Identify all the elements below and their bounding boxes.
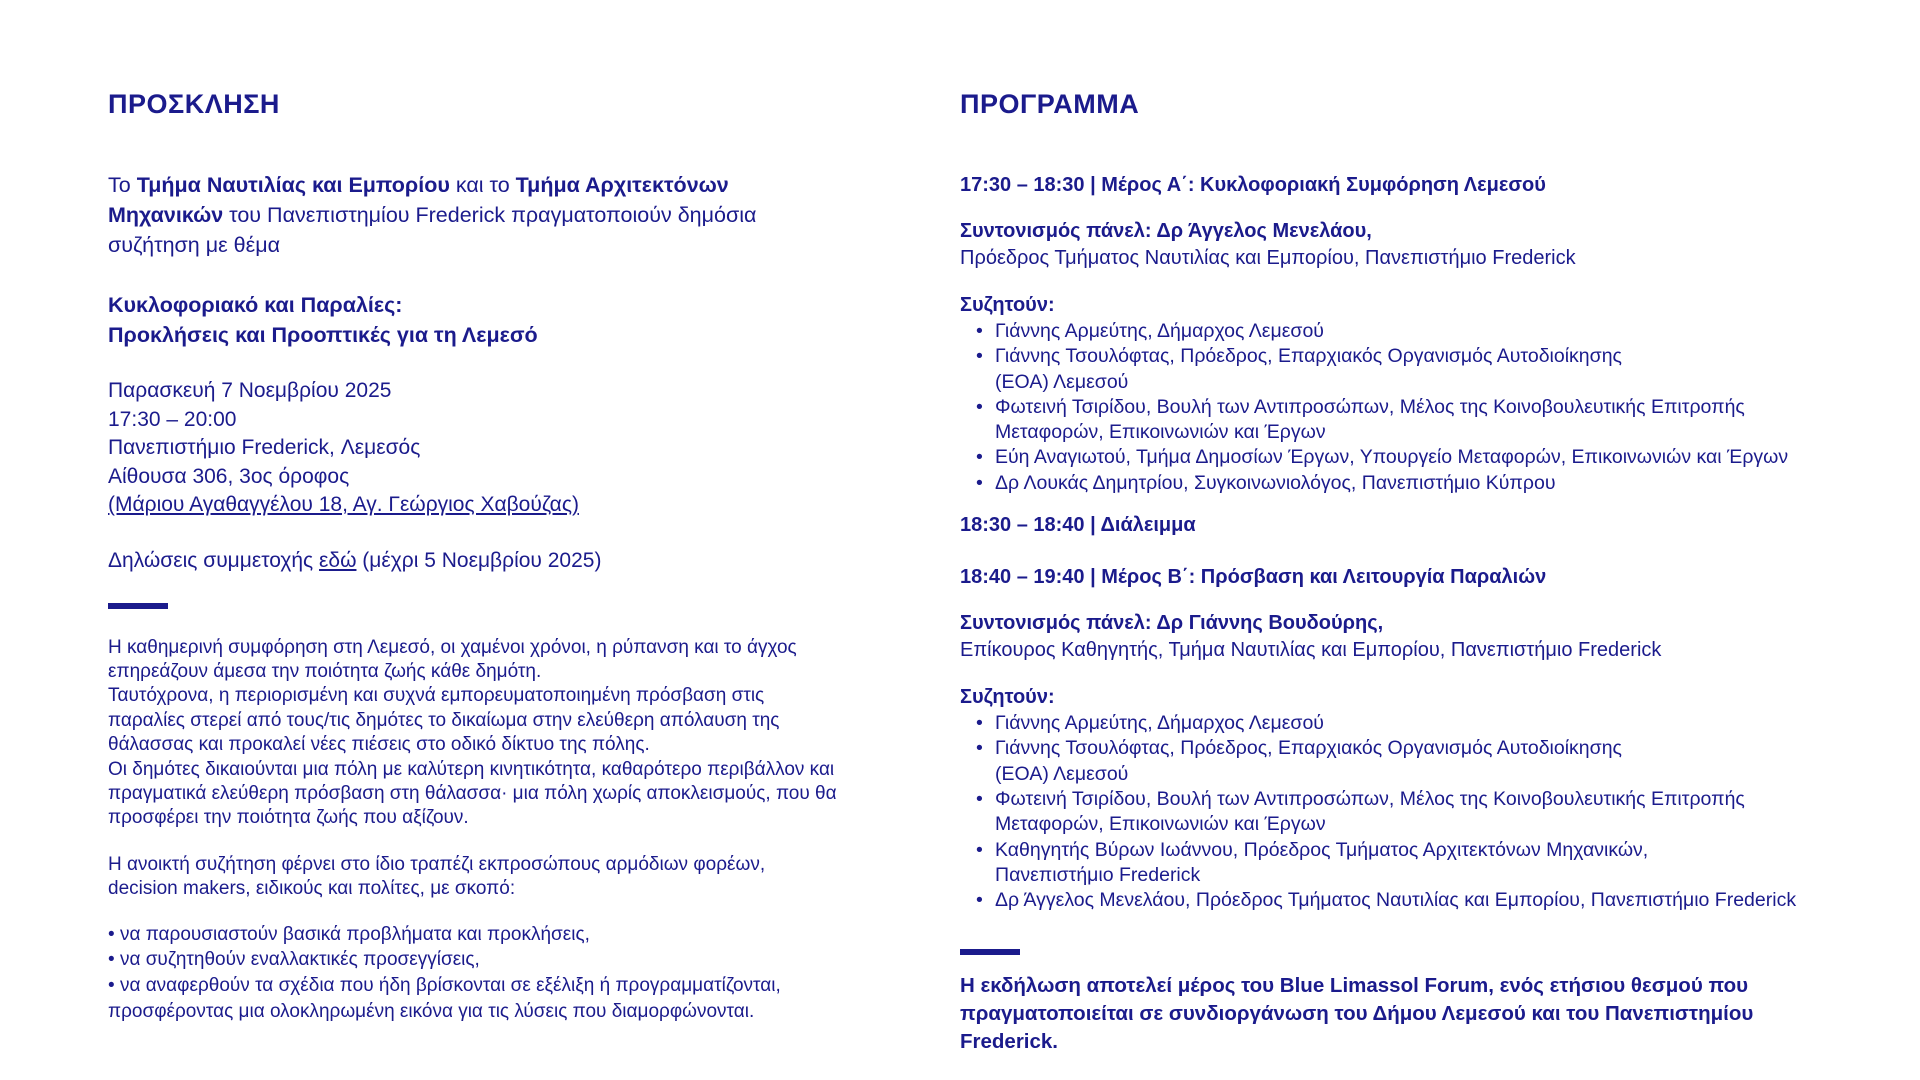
- topic-line: Κυκλοφοριακό και Παραλίες:: [108, 293, 403, 317]
- footer-note: Η εκδήλωση αποτελεί μέρος του Blue Limassol Forum, ενός ετήσιου θεσμού που πραγματοποιείται σε συνδιοργάνωση του Δήμου Λεμεσού και του Πανεπιστημίου Frederick.: [960, 974, 1754, 1054]
- purpose-paragraph: Η ανοικτή συζήτηση φέρνει στο ίδιο τραπέζι εκπροσώπους αρμόδιων φορέων, decision makers, ειδικούς και πολίτες, με σκοπό:: [108, 853, 766, 900]
- event-date: Παρασκευή 7 Νοεμβρίου 2025: [108, 379, 392, 402]
- session-b-panelists: [960, 711, 1798, 913]
- session-a-moderator: [960, 218, 1798, 272]
- address-link[interactable]: (Μάριου Αγαθαγγέλου 18, Αγ. Γεώργιος Χαβούζας): [108, 493, 579, 516]
- goal-item: • να συζητηθούν εναλλακτικές προσεγγίσεις,: [108, 947, 843, 973]
- panelist-line: • Εύη Αναγιωτού, Τμήμα Δημοσίων Έργων, Υπουργείο Μεταφορών, Επικοινωνιών και Έργων: [995, 446, 1789, 469]
- goal-item: • να αναφερθούν τα σχέδια που ήδη βρίσκονται σε εξέλιξη ή προγραμματίζονται, προσφέροντας μια ολοκληρωμένη εικόνα για τις λύσεις που διαμορφώνονται.: [108, 973, 843, 1024]
- panelist-item: [960, 445, 1798, 470]
- goal-item: • να παρουσιαστούν βασικά προβλήματα και προκλήσεις,: [108, 922, 843, 948]
- intro-text: Το: [108, 173, 137, 197]
- topic-line: Προκλήσεις και Προοπτικές για τη Λεμεσό: [108, 323, 538, 347]
- panelist-line: • Φωτεινή Τσιρίδου, Βουλή των Αντιπροσώπων, Μέλος της Κοινοβουλευτικής Επιτροπής: [995, 395, 1745, 418]
- event-venue: Πανεπιστήμιο Frederick, Λεμεσός: [108, 436, 421, 459]
- session-b-moderator: [960, 610, 1798, 664]
- panelist-line: • Γιάννης Αρμεύτης, Δήμαρχος Λεμεσού: [995, 320, 1324, 342]
- description-paragraph: Η καθημερινή συμφόρηση στη Λεμεσό, οι χαμένοι χρόνοι, η ρύπανση και το άγχος επηρεάζουν άμεσα την ποιότητα ζωής κάθε δημότη.: [108, 636, 797, 682]
- divider-bar: [960, 949, 1020, 955]
- panelist-item: [960, 344, 1798, 395]
- moderator-name: Συντονισμός πάνελ: Δρ Άγγελος Μενελάου,: [960, 220, 1372, 242]
- description-paragraph: Οι δημότες δικαιούνται μια πόλη με καλύτερη κινητικότητα, καθαρότερο περιβάλλον και πραγματικά ελεύθερη πρόσβαση στη θάλασσα· μια πόλη χωρίς αποκλεισμούς, που θα προσφέρει την ποιότητα ζωής που αξίζουν.: [108, 758, 837, 829]
- session-a-title: 17:30 – 18:30 | Μέρος Α΄: Κυκλοφοριακή Συμφόρηση Λεμεσού: [960, 174, 1546, 196]
- program-column: [960, 88, 1798, 1056]
- panelist-line: • Γιάννης Τσουλόφτας, Πρόεδρος, Επαρχιακός Οργανισμός Αυτοδιοίκησης: [995, 345, 1622, 368]
- panelist-line: • Γιάννης Τσουλόφτας, Πρόεδρος, Επαρχιακός Οργανισμός Αυτοδιοίκησης: [995, 737, 1622, 760]
- intro-dept-maritime: Τμήμα Ναυτιλίας και Εμπορίου: [136, 173, 450, 197]
- invitation-title: ΠΡΟΣΚΛΗΣΗ: [108, 89, 280, 119]
- panelist-item: [960, 736, 1798, 787]
- goals-list: [108, 922, 843, 1024]
- invitation-intro: [108, 170, 803, 260]
- event-details: [108, 377, 843, 520]
- session-a-panel-label: Συζητούν:: [960, 294, 1055, 316]
- panelist-item: [960, 711, 1798, 736]
- panelist-line: (ΕΟΑ) Λεμεσού: [995, 370, 1129, 393]
- description-block: [108, 636, 843, 831]
- description-paragraph: Ταυτόχρονα, η περιορισμένη και συχνά εμπορευματοποιημένη πρόσβαση στις παραλίες στερεί από τους/τις δημότες το δικαίωμα στην ελεύθερη απόλαυση της θάλασσας και προκαλεί νέες πιέσεις στο οδικό δίκτυο της πόλης.: [108, 685, 780, 756]
- panelist-item: [960, 838, 1798, 889]
- rsvp-suffix: (μέχρι 5 Νοεμβρίου 2025): [356, 548, 602, 572]
- panelist-item: [960, 395, 1798, 446]
- event-time: 17:30 – 20:00: [108, 407, 237, 431]
- invitation-column: [108, 88, 843, 1024]
- panelist-item: [960, 319, 1798, 344]
- break-title: 18:30 – 18:40 | Διάλειμμα: [960, 514, 1196, 537]
- event-topic-title: [108, 290, 843, 350]
- rsvp-prefix: Δηλώσεις συμμετοχής: [108, 548, 320, 572]
- session-b-title: 18:40 – 19:40 | Μέρος Β΄: Πρόσβαση και Λειτουργία Παραλιών: [960, 566, 1547, 589]
- panelist-line: Μεταφορών, Επικοινωνιών και Έργων: [995, 421, 1326, 444]
- moderator-role: Πρόεδρος Τμήματος Ναυτιλίας και Εμπορίου, Πανεπιστήμιο Frederick: [960, 247, 1576, 269]
- panelist-line: Πανεπιστήμιο Frederick: [995, 863, 1201, 886]
- panelist-item: [960, 787, 1798, 838]
- moderator-role: Επίκουρος Καθηγητής, Τμήμα Ναυτιλίας και Εμπορίου, Πανεπιστήμιο Frederick: [960, 639, 1662, 662]
- panelist-item: [960, 888, 1798, 913]
- panelist-line: • Φωτεινή Τσιρίδου, Βουλή των Αντιπροσώπων, Μέλος της Κοινοβουλευτικής Επιτροπής: [995, 787, 1745, 810]
- program-title: ΠΡΟΓΡΑΜΜΑ: [960, 89, 1140, 119]
- session-a-panelists: [960, 319, 1798, 496]
- event-room: Αίθουσα 306, 3ος όροφος: [108, 464, 350, 488]
- panelist-line: Μεταφορών, Επικοινωνιών και Έργων: [995, 813, 1326, 836]
- panelist-line: (ΕΟΑ) Λεμεσού: [995, 762, 1129, 785]
- rsvp-link[interactable]: εδώ: [319, 548, 357, 572]
- panelist-line: • Δρ Άγγελος Μενελάου, Πρόεδρος Τμήματος Ναυτιλίας και Εμπορίου, Πανεπιστήμιο Frederick: [995, 889, 1797, 912]
- panelist-item: [960, 471, 1798, 496]
- panelist-line: • Καθηγητής Βύρων Ιωάννου, Πρόεδρος Τμήματος Αρχιτεκτόνων Μηχανικών,: [995, 838, 1649, 861]
- rsvp-text: [108, 546, 843, 575]
- session-b-panel-label: Συζητούν:: [960, 686, 1055, 709]
- divider-bar: [108, 603, 168, 609]
- intro-text: και το: [449, 173, 516, 197]
- intro-text: του Πανεπιστημίου Frederick πραγματοποιούν δημόσια συζήτηση με θέμα: [108, 203, 757, 257]
- panelist-line: • Δρ Λουκάς Δημητρίου, Συγκοινωνιολόγος, Πανεπιστήμιο Κύπρου: [995, 471, 1556, 494]
- moderator-name: Συντονισμός πάνελ: Δρ Γιάννης Βουδούρης,: [960, 612, 1384, 635]
- intro-dept-architecture: Τμήμα Αρχιτεκτόνων Μηχανικών: [108, 173, 729, 227]
- panelist-line: • Γιάννης Αρμεύτης, Δήμαρχος Λεμεσού: [995, 712, 1324, 735]
